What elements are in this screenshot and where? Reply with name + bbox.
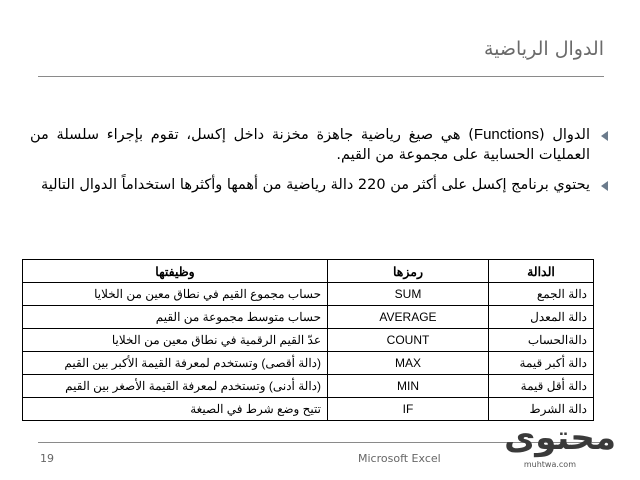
table-header-row bbox=[23, 260, 594, 283]
header-function-name: الدالة bbox=[489, 260, 594, 283]
function-code: COUNT bbox=[328, 329, 489, 352]
bullet-arrow-icon bbox=[601, 131, 608, 141]
function-desc: (دالة أقصى) وتستخدم لمعرفة القيمة الأكبر بين القيم bbox=[23, 352, 328, 375]
slide-title: الدوال الرياضية bbox=[483, 38, 604, 60]
function-name: دالة الجمع bbox=[489, 283, 594, 306]
table-row bbox=[23, 352, 594, 375]
bullet-arrow-icon bbox=[601, 181, 608, 191]
function-desc: تتيح وضع شرط في الصيغة bbox=[23, 398, 328, 421]
function-name: دالة المعدل bbox=[489, 306, 594, 329]
functions-table bbox=[22, 259, 594, 421]
function-name: دالة الشرط bbox=[489, 398, 594, 421]
logo-wordmark: محتوى bbox=[504, 418, 616, 458]
table-row bbox=[23, 306, 594, 329]
logo-url: muhtwa.com bbox=[523, 460, 576, 469]
function-code: AVERAGE bbox=[328, 306, 489, 329]
bullet-text-after: ) هي صيغ رياضية جاهزة مخزنة داخل إكسل، تقوم بإجراء سلسلة من العمليات الحسابية على مجموعة من القيم. bbox=[30, 127, 590, 163]
bullet-list bbox=[30, 125, 608, 205]
function-desc: حساب مجموع القيم في نطاق معين من الخلايا bbox=[23, 283, 328, 306]
table-row bbox=[23, 375, 594, 398]
table-row bbox=[23, 283, 594, 306]
bullet-text-before: الدوال ( bbox=[538, 127, 590, 143]
bullet-item bbox=[30, 125, 608, 165]
function-code: MIN bbox=[328, 375, 489, 398]
bullet-term: Functions bbox=[473, 126, 539, 143]
footer-title: Microsoft Excel bbox=[358, 452, 441, 465]
title-divider bbox=[38, 76, 604, 77]
header-function-desc: وظيفتها bbox=[23, 260, 328, 283]
page-number: 19 bbox=[40, 452, 54, 465]
bullet-item bbox=[30, 175, 608, 195]
header-function-code: رمزها bbox=[328, 260, 489, 283]
function-name: دالةالحساب bbox=[489, 329, 594, 352]
function-code: SUM bbox=[328, 283, 489, 306]
site-logo bbox=[480, 414, 630, 476]
table-row bbox=[23, 329, 594, 352]
function-code: MAX bbox=[328, 352, 489, 375]
function-code: IF bbox=[328, 398, 489, 421]
function-desc: (دالة أدنى) وتستخدم لمعرفة القيمة الأصغر بين القيم bbox=[23, 375, 328, 398]
bullet-text: يحتوي برنامج إكسل على أكثر من 220 دالة رياضية من أهمها وأكثرها استخداماً الدوال التالية bbox=[40, 177, 590, 193]
function-desc: عدّ القيم الرقمية في نطاق معين من الخلايا bbox=[23, 329, 328, 352]
function-desc: حساب متوسط مجموعة من القيم bbox=[23, 306, 328, 329]
function-name: دالة أقل قيمة bbox=[489, 375, 594, 398]
function-name: دالة أكبر قيمة bbox=[489, 352, 594, 375]
